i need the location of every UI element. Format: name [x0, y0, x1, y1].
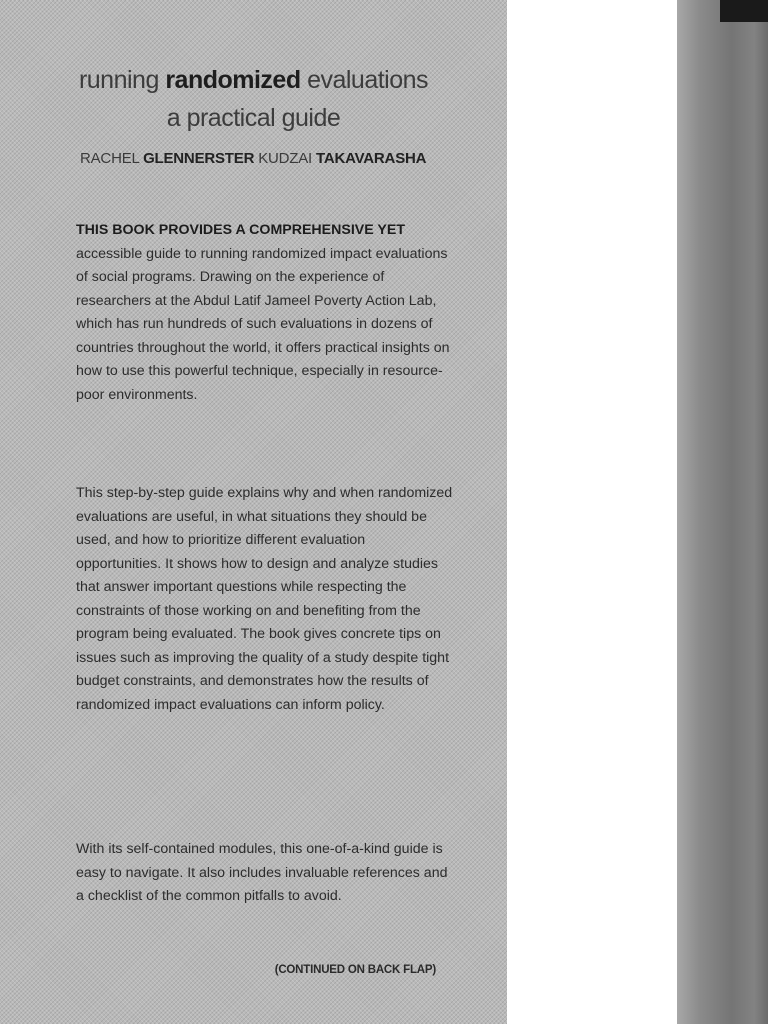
continued-note: (CONTINUED ON BACK FLAP)	[274, 964, 436, 976]
description-paragraph-1	[76, 219, 454, 407]
author2-first-name: KUDZAI	[258, 150, 312, 167]
title-word-running: running	[78, 66, 159, 94]
book-subtitle: a practical guide	[166, 104, 341, 132]
author2-last-name: TAKAVARASHA	[315, 150, 427, 167]
blank-page	[507, 0, 677, 1024]
title-word-randomized: randomized	[165, 66, 301, 94]
authors-line	[80, 150, 480, 167]
description-paragraph-3: With its self-contained modules, this one-of-a-kind guide is easy to navigate. It also includes invaluable references and a checklist of the common pitfalls to avoid.	[76, 841, 448, 904]
description-paragraph-2: This step-by-step guide explains why and when randomized evaluations are useful, in what situations they should be used, and how to prioritize different evaluation opportunities. It shows how to design and analyze studies that answer important questions while respecting the constraints of those working on and benefiting from the program being evaluated. The book gives concrete tips on issues such as improving the quality of a study despite tight budget constraints, and demonstrates how the results of randomized impact evaluations can inform policy.	[76, 485, 453, 713]
description-paragraph-1-text: accessible guide to running randomized impact evaluations of social programs. Drawing on the experience of researchers at the Abdul Latif Jameel Poverty Action Lab, which has run hundreds of such evaluations in dozens of countries throughout the world, it offers practical insights on how to use this powerful technique, especially in resource-poor environments.	[76, 245, 450, 403]
book-spine-edge	[677, 0, 768, 1024]
author1-last-name: GLENNERSTER	[143, 150, 255, 167]
spine-top-shadow	[720, 0, 768, 22]
book-title	[0, 66, 507, 95]
author1-first-name: RACHEL	[80, 150, 140, 167]
description-lead: THIS BOOK PROVIDES A COMPREHENSIVE YET	[76, 222, 405, 238]
title-word-evaluations: evaluations	[307, 66, 429, 94]
